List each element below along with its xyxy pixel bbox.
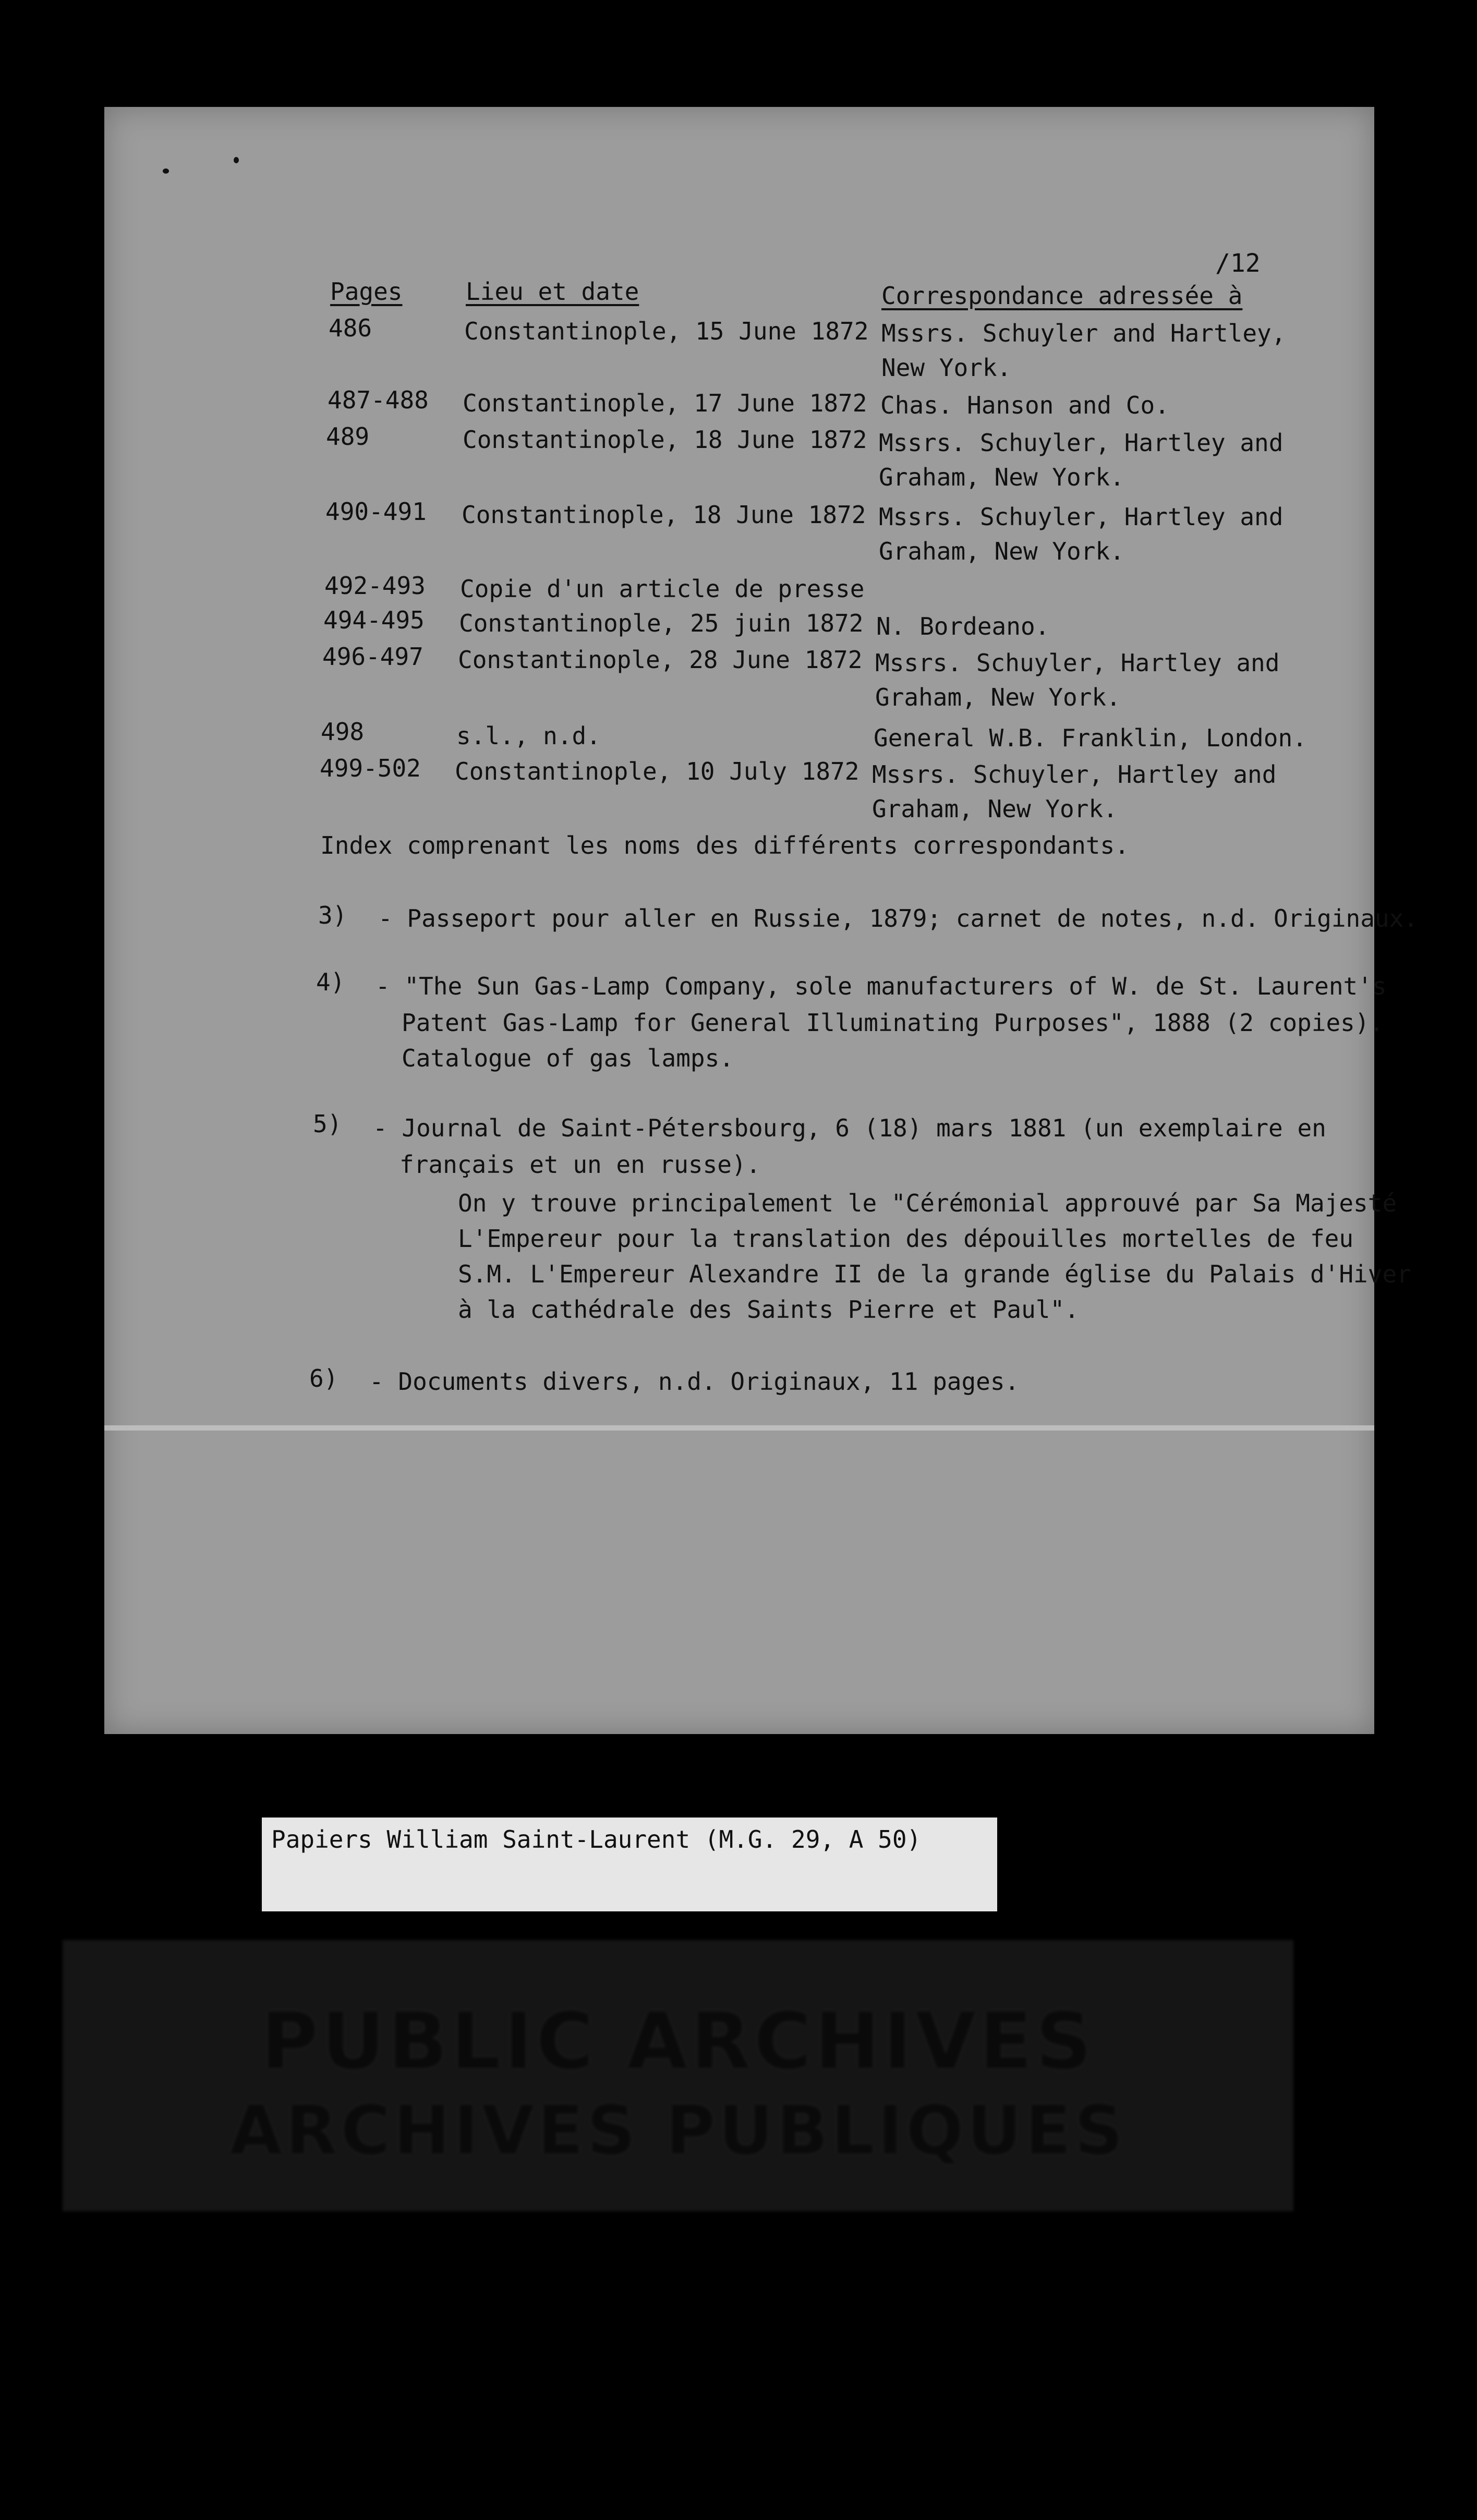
- item-line: S.M. L'Empereur Alexandre II de la grande église du Palais d'Hiver: [458, 1260, 1411, 1288]
- row-correspondent-cont: Graham, New York.: [879, 537, 1124, 565]
- item-line: L'Empereur pour la translation des dépouilles mortelles de feu: [458, 1225, 1354, 1253]
- row-correspondent: Chas. Hanson and Co.: [880, 391, 1169, 419]
- item-number: 4): [316, 968, 345, 996]
- item-line: Patent Gas-Lamp for General Illuminating Purposes", 1888 (2 copies).: [402, 1009, 1384, 1037]
- item-line: Catalogue of gas lamps.: [402, 1044, 734, 1072]
- row-lieu: Constantinople, 10 July 1872: [455, 757, 859, 785]
- row-pages: 496-497: [322, 643, 423, 671]
- row-correspondent: Mssrs. Schuyler and Hartley,: [881, 319, 1286, 347]
- collection-label: [262, 1818, 997, 1911]
- row-pages: 494-495: [323, 606, 425, 634]
- row-lieu: Constantinople, 18 June 1872: [462, 501, 866, 529]
- row-correspondent: Mssrs. Schuyler, Hartley and: [879, 429, 1284, 457]
- row-lieu: Constantinople, 15 June 1872: [464, 317, 869, 345]
- item-line: - Journal de Saint-Pétersbourg, 6 (18) mars 1881 (un exemplaire en: [373, 1114, 1326, 1142]
- item-line: français et un en russe).: [399, 1150, 761, 1179]
- stamp-line-english: PUBLIC ARCHIVES: [261, 1996, 1095, 2087]
- row-lieu: Constantinople, 28 June 1872: [458, 646, 863, 674]
- document-page: [104, 107, 1418, 1734]
- dust-speck: [163, 168, 169, 174]
- item-line: à la cathédrale des Saints Pierre et Paul".: [458, 1295, 1079, 1324]
- row-correspondent: General W.B. Franklin, London.: [874, 724, 1307, 752]
- row-pages: 490-491: [325, 498, 427, 526]
- index-note: Index comprenant les noms des différents correspondants.: [320, 831, 1129, 859]
- archives-stamp: [63, 1940, 1293, 2211]
- row-pages: 487-488: [328, 386, 429, 414]
- folio-number: /12: [1215, 249, 1261, 278]
- header-correspondance: Correspondance adressée à: [881, 282, 1243, 310]
- row-pages: 492-493: [324, 572, 426, 600]
- item-number: 5): [313, 1110, 342, 1138]
- header-lieu-et-date: Lieu et date: [466, 277, 639, 306]
- page-fold-line: [104, 1425, 1374, 1431]
- row-correspondent: Mssrs. Schuyler, Hartley and: [872, 760, 1277, 789]
- row-lieu: Constantinople, 25 juin 1872: [459, 609, 864, 637]
- row-correspondent-cont: New York.: [881, 354, 1012, 382]
- item-line: - "The Sun Gas-Lamp Company, sole manufacturers of W. de St. Laurent's: [376, 972, 1387, 1000]
- row-correspondent: Mssrs. Schuyler, Hartley and: [875, 649, 1280, 677]
- item-number: 6): [309, 1364, 338, 1392]
- row-lieu: Constantinople, 18 June 1872: [463, 426, 867, 454]
- collection-label-text: Papiers William Saint-Laurent (M.G. 29, A 50): [271, 1825, 922, 1853]
- header-pages: Pages: [330, 277, 403, 306]
- row-lieu: Constantinople, 17 June 1872: [463, 389, 867, 417]
- row-correspondent-cont: Graham, New York.: [872, 795, 1118, 823]
- row-lieu: Copie d'un article de presse: [460, 575, 865, 603]
- stamp-line-french: ARCHIVES PUBLIQUES: [229, 2091, 1127, 2170]
- row-pages: 499-502: [320, 754, 421, 782]
- row-correspondent: N. Bordeano.: [876, 612, 1050, 640]
- row-lieu: s.l., n.d.: [456, 722, 601, 750]
- item-line: - Documents divers, n.d. Originaux, 11 pages.: [369, 1367, 1020, 1396]
- row-correspondent-cont: Graham, New York.: [875, 683, 1121, 711]
- item-number: 3): [318, 901, 347, 929]
- item-line: - Passeport pour aller en Russie, 1879; carnet de notes, n.d. Originaux.: [378, 904, 1418, 932]
- row-pages: 486: [329, 314, 372, 342]
- row-pages: 498: [321, 718, 365, 746]
- row-correspondent-cont: Graham, New York.: [879, 463, 1124, 491]
- row-correspondent: Mssrs. Schuyler, Hartley and: [879, 503, 1284, 531]
- row-pages: 489: [326, 422, 370, 451]
- item-line: On y trouve principalement le "Cérémonial approuvé par Sa Majesté: [458, 1189, 1397, 1217]
- dust-speck: [234, 157, 239, 163]
